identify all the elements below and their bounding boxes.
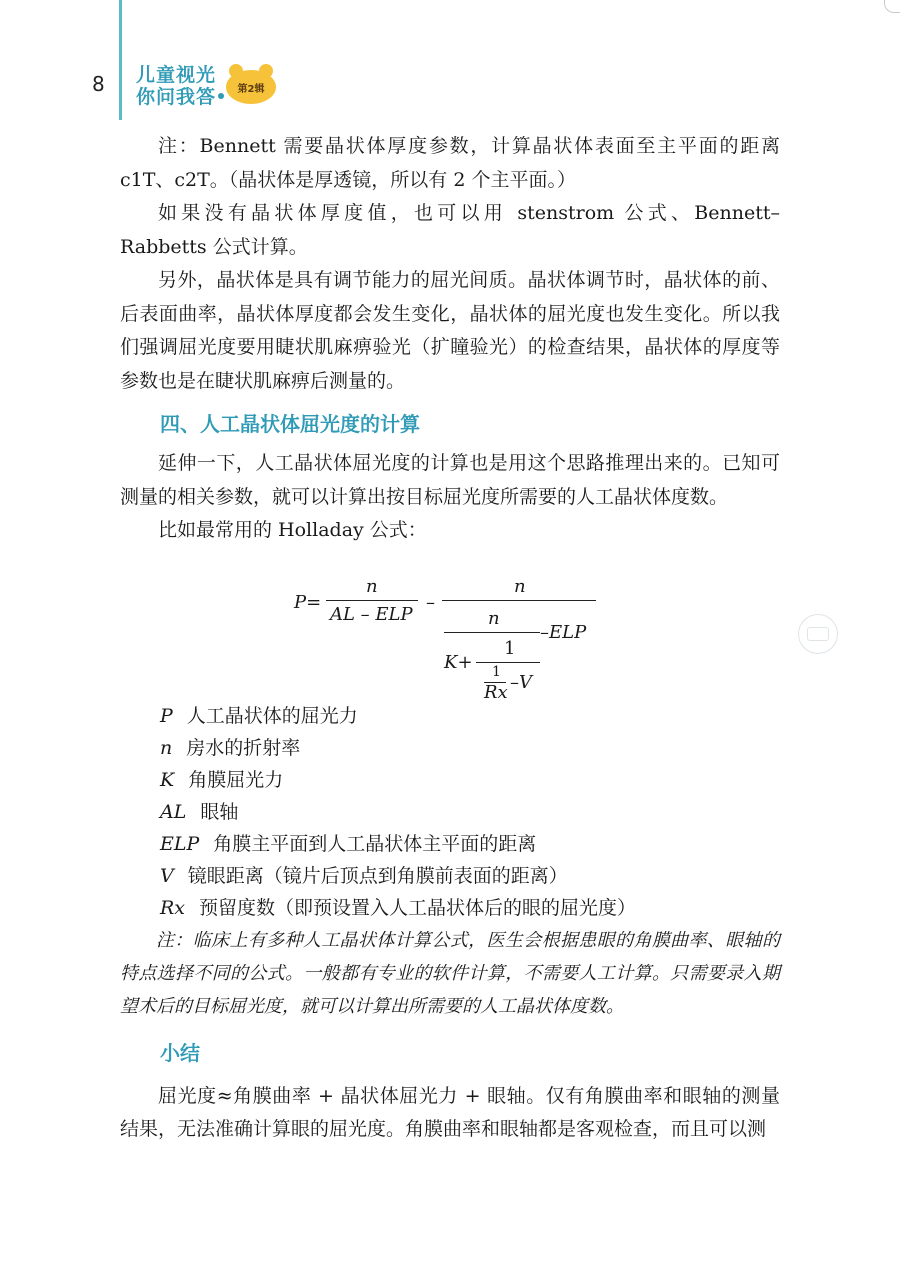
formula-n1: n: [366, 575, 378, 597]
formula-one1: 1: [504, 637, 516, 659]
variable-row: AL 眼轴: [160, 800, 239, 823]
formula-bar-3: [444, 632, 540, 633]
formula-bar-1: [326, 600, 418, 601]
paragraph-clinical-note: 注：临床上有多种人工晶状体计算公式，医生会根据患眼的角膜曲率、眼轴的特点选择不同的公式。一般都有专业的软件计算，不需要人工计算。只需要录入期望术后的目标屈光度，就可以计算出所需要的人工晶状体度数。: [120, 929, 780, 1017]
page-number: 8: [92, 72, 105, 96]
paragraph-iol-intro: 延伸一下，人工晶状体屈光度的计算也是用这个思路推理出来的。已知可测量的相关参数，就可以计算出按目标屈光度所需要的人工晶状体度数。: [120, 452, 780, 508]
series-title-line2: 你问我答: [136, 86, 217, 108]
formula-elp: –ELP: [540, 621, 587, 643]
formula-n2: n: [514, 575, 526, 597]
variable-row: V 镜眼距离（镜片后顶点到角膜前表面的距离）: [160, 864, 568, 887]
watermark-stamp-icon: [798, 614, 838, 654]
holladay-formula: [120, 554, 780, 703]
series-title-line1: 儿童视光: [136, 64, 217, 86]
variable-list: [120, 700, 780, 924]
formula-minus-v: –V: [510, 671, 532, 693]
formula-n3: n: [488, 607, 500, 629]
paragraph-note-bennett: 注：Bennett 需要晶状体厚度参数，计算晶状体表面至主平面的距离 c1T、c2T。（晶状体是厚透镜，所以有 2 个主平面。）: [120, 135, 780, 191]
formula-one2: 1: [492, 663, 501, 680]
paragraph-stenstrom: 如果没有晶状体厚度值，也可以用 stenstrom 公式、Bennett–Rabbetts 公式计算。: [120, 202, 780, 258]
variable-row: K 角膜屈光力: [160, 768, 284, 791]
formula-bar-4: [476, 662, 540, 663]
formula-lhs: P=: [294, 591, 322, 613]
formula-minus: –: [426, 591, 435, 613]
series-dot: [218, 93, 224, 99]
section-heading-iol: 四、人工晶状体屈光度的计算: [160, 412, 420, 436]
corner-mark: [884, 0, 900, 13]
formula-d1: AL – ELP: [330, 603, 413, 625]
formula-rx: Rx: [484, 681, 508, 703]
variable-row: ELP 角膜主平面到人工晶状体主平面的距离: [160, 832, 537, 855]
badge-label: 第2辑: [237, 83, 265, 95]
variable-row: n 房水的折射率: [160, 736, 301, 759]
section-heading-summary: 小结: [160, 1040, 200, 1065]
formula-bar-2: [442, 600, 596, 601]
page-body: [120, 130, 780, 1147]
series-title: [136, 64, 216, 108]
variable-row: Rx 预留度数（即预设置入人工晶状体后的眼的屈光度）: [160, 896, 637, 919]
variable-row: P 人工晶状体的屈光力: [160, 704, 358, 727]
paragraph-accommodation: 另外，晶状体是具有调节能力的屈光间质。晶状体调节时，晶状体的前、后表面曲率，晶状体厚度都会发生变化，晶状体的屈光度也发生变化。所以我们强调屈光度要用睫状肌麻痹验光（扩瞳验光）的检查结果，晶状体的厚度等参数也是在睫状肌麻痹后测量的。: [120, 269, 780, 392]
paragraph-holladay: 比如最常用的 Holladay 公式：: [158, 519, 427, 541]
paragraph-summary: 屈光度≈角膜曲率 + 晶状体屈光力 + 眼轴。仅有角膜曲率和眼轴的测量结果，无法准确计算眼的屈光度。角膜曲率和眼轴都是客观检查，而且可以测: [120, 1084, 780, 1140]
header-rule: [119, 0, 122, 120]
bear-badge-icon: [226, 64, 276, 106]
formula-kplus: K+: [444, 651, 473, 673]
